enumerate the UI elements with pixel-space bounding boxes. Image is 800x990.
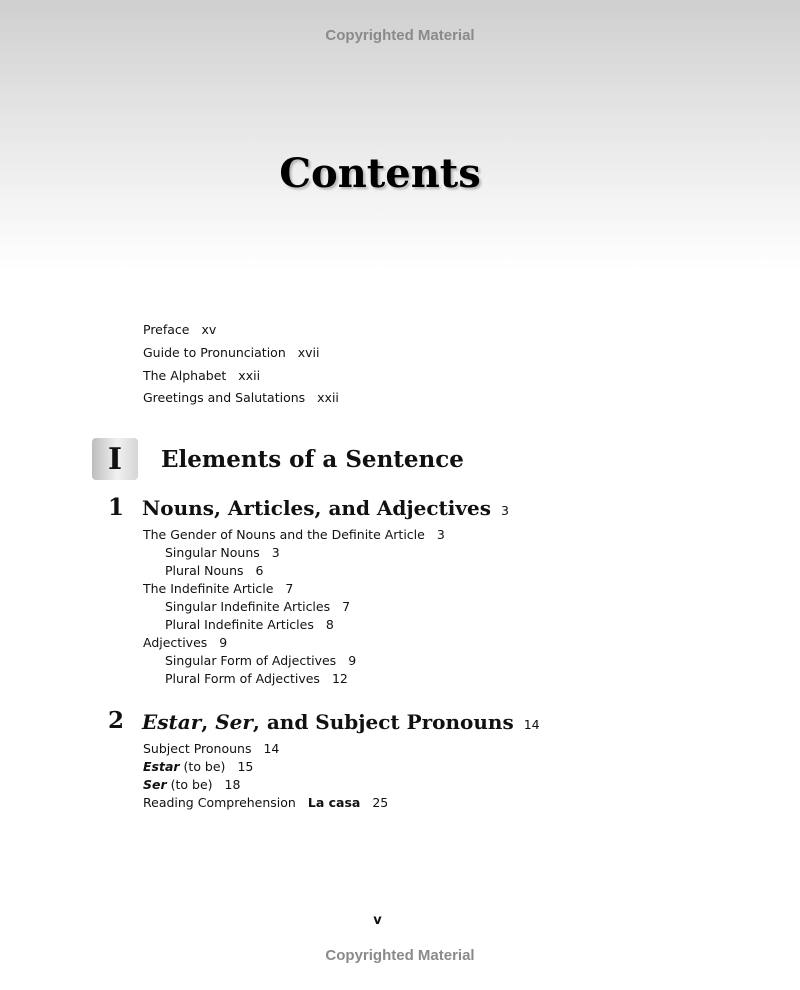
- toc-subentry[interactable]: [165, 563, 264, 578]
- toc-entry-label: Adjectives: [143, 635, 208, 650]
- toc-entry-label: Guide to Pronunciation: [143, 345, 286, 360]
- toc-entry[interactable]: [143, 527, 445, 542]
- toc-entry-label: Plural Indefinite Articles: [165, 617, 314, 632]
- toc-entry-label: Subject Pronouns: [143, 741, 252, 756]
- toc-entry-page: xxii: [317, 390, 339, 405]
- toc-entry-alphabet[interactable]: [143, 368, 260, 383]
- toc-entry[interactable]: [143, 777, 240, 792]
- toc-entry-page: 3: [436, 527, 445, 542]
- chapter-title-1[interactable]: [142, 496, 509, 520]
- page-title: Contents: [279, 150, 481, 197]
- toc-entry-pronunciation[interactable]: [143, 345, 320, 360]
- toc-entry-page: xv: [201, 322, 217, 337]
- part-title[interactable]: Elements of a Sentence: [161, 446, 464, 473]
- toc-subentry[interactable]: [165, 617, 334, 632]
- toc-entry-label: Preface: [143, 322, 190, 337]
- toc-subentry[interactable]: [165, 671, 348, 686]
- toc-subentry[interactable]: [165, 653, 356, 668]
- toc-entry-page: 8: [325, 617, 334, 632]
- toc-entry-page: 3: [271, 545, 280, 560]
- chapter-title-em: Estar: [142, 710, 202, 734]
- toc-entry-page: 7: [285, 581, 294, 596]
- toc-entry-label: Greetings and Salutations: [143, 390, 306, 405]
- toc-entry-label: (to be): [179, 759, 226, 774]
- toc-entry[interactable]: [143, 795, 388, 810]
- toc-entry-page: xvii: [297, 345, 320, 360]
- toc-entry-label: The Alphabet: [143, 368, 227, 383]
- toc-entry-label-em: Estar: [143, 759, 180, 774]
- copyright-notice-top: Copyrighted Material: [325, 27, 475, 44]
- chapter-number: 2: [108, 707, 125, 734]
- toc-entry-label: Reading Comprehension: [143, 795, 296, 810]
- toc-entry-label-em: Ser: [143, 777, 167, 792]
- toc-entry-page: 6: [255, 563, 264, 578]
- toc-entry-label: Singular Form of Adjectives: [165, 653, 337, 668]
- toc-entry-label: Plural Form of Adjectives: [165, 671, 320, 686]
- chapter-title-sep: ,: [201, 710, 216, 734]
- toc-entry-page: xxii: [238, 368, 261, 383]
- toc-entry-label: Singular Nouns: [165, 545, 260, 560]
- chapter-page: 14: [523, 717, 540, 732]
- part-number-badge: I: [92, 438, 138, 480]
- toc-subentry[interactable]: [165, 599, 350, 614]
- toc-entry[interactable]: [143, 759, 253, 774]
- toc-entry-label: The Gender of Nouns and the Definite Article: [143, 527, 425, 542]
- toc-entry-page: 14: [263, 741, 280, 756]
- toc-entry-label: The Indefinite Article: [143, 581, 274, 596]
- chapter-page: 3: [501, 503, 509, 518]
- copyright-notice-bottom: Copyrighted Material: [325, 947, 475, 964]
- toc-entry[interactable]: [143, 635, 227, 650]
- chapter-title-2[interactable]: [142, 710, 540, 734]
- toc-entry-preface[interactable]: [143, 322, 216, 337]
- toc-entry-page: 12: [331, 671, 348, 686]
- chapter-title-text: Nouns, Articles, and Adjectives: [142, 496, 491, 520]
- toc-entry-page: 9: [348, 653, 357, 668]
- toc-subentry[interactable]: [165, 545, 280, 560]
- toc-entry-greetings[interactable]: [143, 390, 339, 405]
- toc-entry-label: Singular Indefinite Articles: [165, 599, 331, 614]
- toc-entry-page: 7: [342, 599, 351, 614]
- toc-entry-page: 25: [372, 795, 389, 810]
- page-number: v: [373, 913, 382, 928]
- toc-entry-page: 15: [237, 759, 254, 774]
- toc-entry-label: Plural Nouns: [165, 563, 244, 578]
- toc-entry[interactable]: [143, 741, 279, 756]
- chapter-title-em: Ser: [215, 710, 253, 734]
- toc-entry-page: 9: [219, 635, 228, 650]
- toc-entry-page: 18: [224, 777, 241, 792]
- chapter-title-text: , and Subject Pronouns: [252, 710, 514, 734]
- toc-entry[interactable]: [143, 581, 293, 596]
- chapter-number: 1: [108, 494, 125, 521]
- toc-entry-extra: La casa: [307, 795, 361, 810]
- toc-entry-label: (to be): [166, 777, 213, 792]
